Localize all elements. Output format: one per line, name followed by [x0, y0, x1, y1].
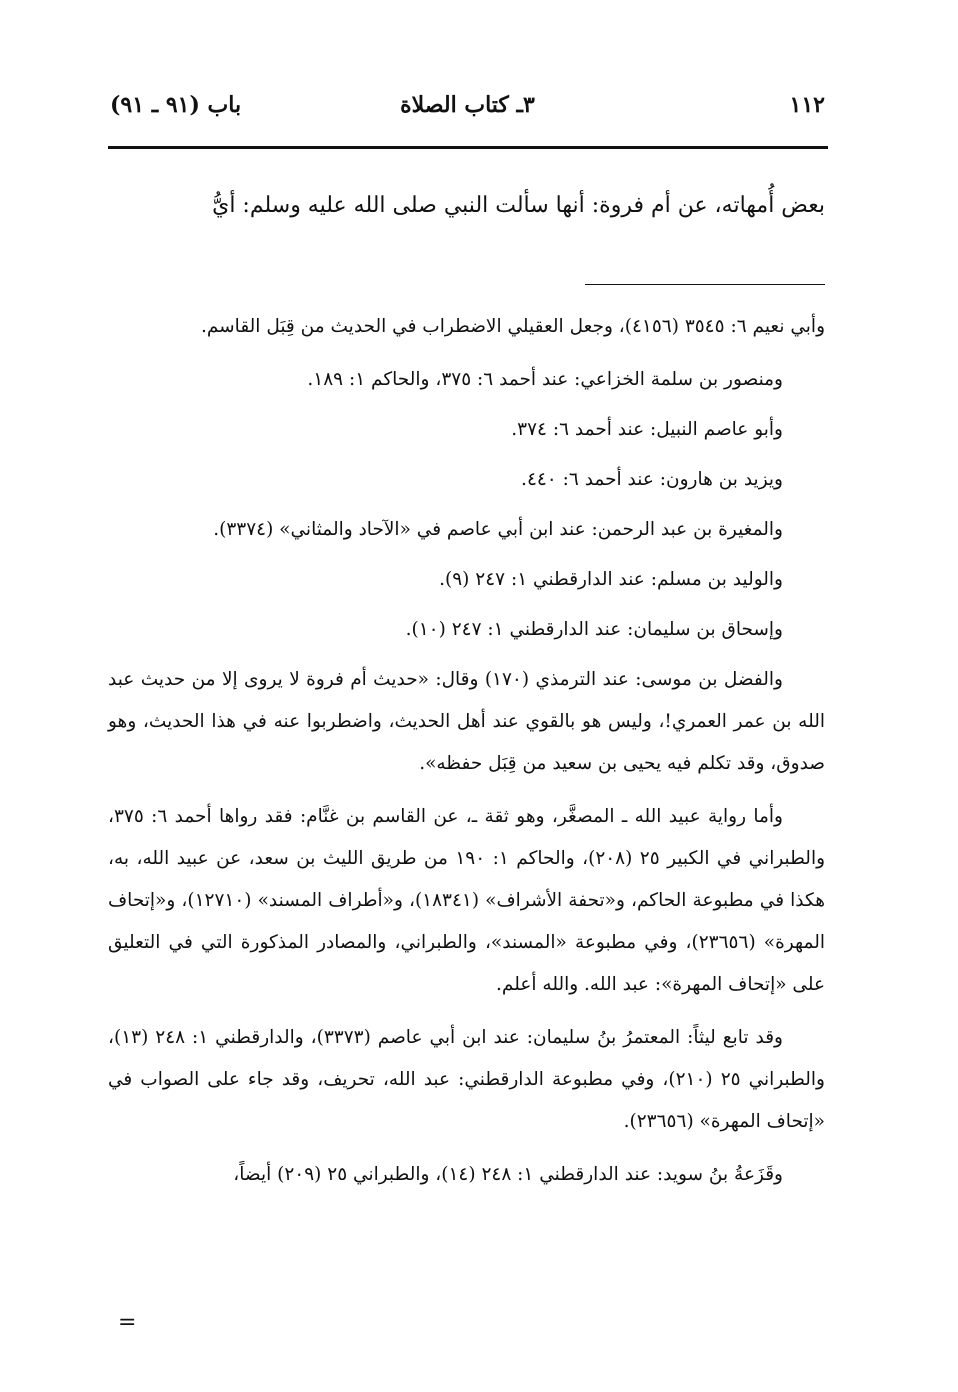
header-rule — [108, 146, 828, 149]
footnote-paragraph: ويزيد بن هارون: عند أحمد ٦: ٤٤٠. — [521, 469, 783, 490]
page-number: ١١٢ — [789, 92, 825, 118]
bab-reference: باب (٩١ ـ ٩١) — [110, 92, 242, 118]
footnote-paragraph: والمغيرة بن عبد الرحمن: عند ابن أبي عاصم في «الآحاد والمثاني» (٣٣٧٤). — [213, 519, 783, 540]
main-text: بعض أُمهاته، عن أم فروة: أنها سألت النبي صلى الله عليه وسلم: أيُّ — [212, 193, 825, 218]
footnote-separator — [585, 284, 825, 285]
continuation-mark: = — [118, 1310, 137, 1335]
footnote-paragraph: وأبي نعيم ٦: ٣٥٤٥ (٤١٥٦)، وجعل العقيلي الاضطراب في الحديث من قِبَل القاسم. — [200, 316, 825, 337]
footnotes — [108, 306, 825, 1207]
footnote-paragraph: وأما رواية عبيد الله ـ المصغَّر، وهو ثقة ـ، عن القاسم بن غنَّام: فقد رواها أحمد ٦: ٣٧٥، والطبراني في الكبير ٢٥ (٢٠٨)، والحاكم ١: ١٩٠ من طريق الليث بن سعد، عن عبيد الله، به، هكذا في مطبوعة الحاكم، و«تحفة الأشراف» (١٨٣٤١)، و«أطراف المسند» (١٢٧١٠)، و«إتحاف المهرة» (٢٣٦٥٦)، وفي مطبوعة «المسند»، والطبراني، والمصادر المذكورة التي في التعليق على «إتحاف المهرة»: عبد الله. والله أعلم. — [108, 806, 826, 995]
chapter-title: ٣ـ كتاب الصلاة — [400, 92, 535, 118]
footnote-paragraph: والوليد بن مسلم: عند الدارقطني ١: ٢٤٧ (٩). — [439, 569, 783, 590]
footnote-paragraph: وأبو عاصم النبيل: عند أحمد ٦: ٣٧٤. — [511, 419, 783, 440]
footnote-paragraph: ومنصور بن سلمة الخزاعي: عند أحمد ٦: ٣٧٥، والحاكم ١: ١٨٩. — [307, 369, 783, 390]
page-header — [110, 92, 825, 132]
footnote-paragraph: وإسحاق بن سليمان: عند الدارقطني ١: ٢٤٧ (١٠). — [405, 619, 783, 640]
footnote-paragraph: والفضل بن موسى: عند الترمذي (١٧٠) وقال: «حديث أم فروة لا يروى إلا من حديث عبد الله بن عمر العمري!، وليس هو بالقوي عند أهل الحديث، واضطربوا عنه في هذا الحديث، وهو صدوق، وقد تكلم فيه يحيى بن سعيد من قِبَل حفظه». — [108, 669, 825, 774]
footnote-paragraph: وقَزَعةُ بنُ سويد: عند الدارقطني ١: ٢٤٨ (١٤)، والطبراني ٢٥ (٢٠٩) أيضاً، — [233, 1164, 783, 1185]
footnote-paragraph: وقد تابع ليثاً: المعتمرُ بنُ سليمان: عند ابن أبي عاصم (٣٣٧٣)، والدارقطني ١: ٢٤٨ (١٣)، والطبراني ٢٥ (٢١٠)، وفي مطبوعة الدارقطني: عبد الله، تحريف، وقد جاء على الصواب في «إتحاف المهرة» (٢٣٦٥٦). — [108, 1027, 825, 1132]
